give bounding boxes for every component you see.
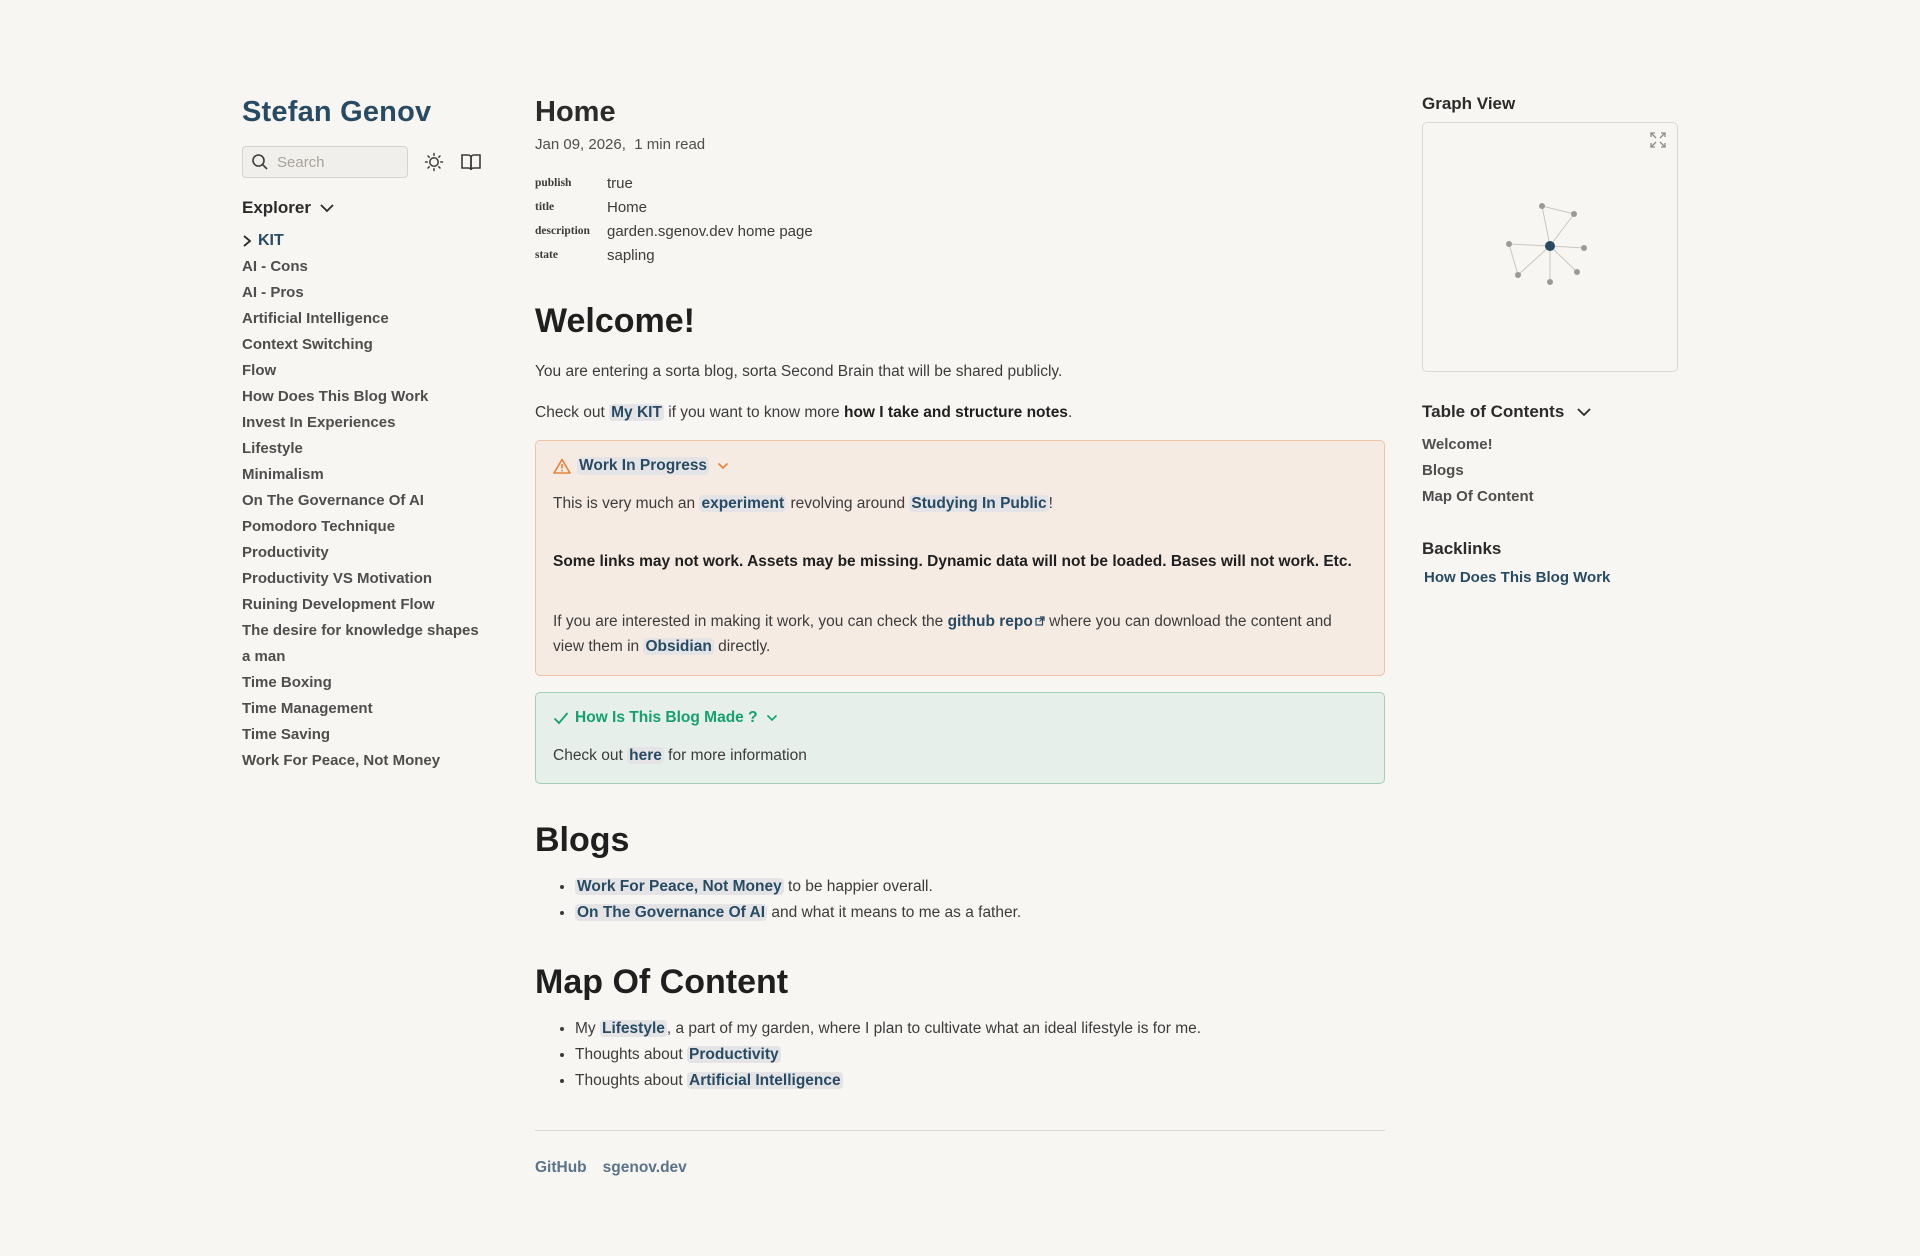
toc-toggle[interactable] bbox=[1422, 402, 1678, 422]
explorer-item[interactable]: Context Switching bbox=[242, 336, 373, 353]
explorer-item[interactable]: Invest In Experiences bbox=[242, 414, 396, 431]
explorer-item[interactable]: Time Management bbox=[242, 700, 373, 717]
explorer-item[interactable]: Lifestyle bbox=[242, 440, 303, 457]
text: If you are interested in making it work, you can check the bbox=[553, 613, 944, 630]
search-input[interactable] bbox=[242, 146, 408, 178]
property-value: true bbox=[607, 174, 633, 192]
reader-mode-book-icon[interactable] bbox=[460, 151, 482, 173]
properties-table bbox=[535, 171, 1385, 267]
graph-network bbox=[1423, 123, 1677, 371]
moc-heading: Map Of Content bbox=[535, 963, 789, 1002]
experiment-link[interactable]: experiment bbox=[701, 495, 785, 512]
callout-line bbox=[553, 493, 1367, 515]
explorer-heading: Explorer bbox=[242, 198, 311, 217]
artificial-intelligence-link[interactable]: Artificial Intelligence bbox=[689, 1072, 841, 1090]
graph-view[interactable] bbox=[1422, 122, 1678, 372]
theme-toggle-sun-icon[interactable] bbox=[424, 151, 444, 173]
moc-list bbox=[575, 1016, 1385, 1094]
blog-link[interactable]: Work For Peace, Not Money bbox=[577, 878, 782, 896]
explorer-item[interactable]: Productivity VS Motivation bbox=[242, 570, 433, 587]
explorer-item[interactable]: Minimalism bbox=[242, 466, 324, 483]
here-link[interactable]: here bbox=[629, 747, 662, 765]
text: . bbox=[1067, 404, 1073, 421]
explorer-folder-label: KIT bbox=[258, 232, 284, 249]
text: where you can download the content and view them in bbox=[553, 613, 1332, 656]
explorer-item[interactable]: AI - Pros bbox=[242, 284, 304, 301]
text: and what it means to me as a father. bbox=[771, 904, 1022, 922]
text: This is very much an bbox=[553, 495, 696, 512]
explorer-item[interactable]: Flow bbox=[242, 362, 277, 379]
list-item bbox=[575, 900, 1385, 926]
explorer-toggle[interactable] bbox=[242, 198, 482, 218]
page-title: Home bbox=[535, 96, 616, 128]
text: if you want to know more bbox=[668, 404, 840, 421]
footer bbox=[535, 1159, 1385, 1177]
footer-link-github[interactable]: GitHub bbox=[535, 1159, 587, 1177]
explorer-item[interactable]: Pomodoro Technique bbox=[242, 518, 396, 535]
list-item bbox=[575, 1042, 1385, 1068]
explorer-item[interactable]: AI - Cons bbox=[242, 258, 308, 275]
property-key: title bbox=[535, 201, 555, 213]
page-date: Jan 09, 2026, bbox=[535, 136, 626, 153]
right-sidebar bbox=[1422, 94, 1678, 587]
callout-title: How Is This Blog Made ? bbox=[575, 709, 758, 727]
blogs-heading: Blogs bbox=[535, 821, 630, 860]
chevron-down-icon bbox=[311, 203, 335, 213]
site-title[interactable]: Stefan Genov bbox=[242, 96, 432, 128]
studying-in-public-link[interactable]: Studying In Public bbox=[911, 495, 1047, 512]
left-sidebar bbox=[242, 92, 482, 776]
property-row bbox=[535, 171, 1385, 195]
callout-title: Work In Progress bbox=[579, 457, 708, 474]
warning-icon bbox=[553, 458, 571, 474]
backlink-item[interactable]: How Does This Blog Work bbox=[1424, 569, 1611, 586]
text: ! bbox=[1048, 495, 1053, 512]
footer-link-sgenov[interactable]: sgenov.dev bbox=[602, 1159, 687, 1177]
property-row bbox=[535, 195, 1385, 219]
check-icon bbox=[553, 711, 569, 725]
search-placeholder: Search bbox=[277, 153, 325, 171]
explorer-item[interactable]: Ruining Development Flow bbox=[242, 596, 435, 613]
blog-link[interactable]: On The Governance Of AI bbox=[577, 904, 766, 922]
explorer-item[interactable]: Productivity bbox=[242, 544, 329, 561]
read-time: 1 min read bbox=[634, 136, 706, 153]
property-row bbox=[535, 243, 1385, 267]
property-key: publish bbox=[535, 177, 572, 189]
footer-divider bbox=[535, 1130, 1385, 1131]
list-item bbox=[575, 1016, 1385, 1042]
property-value: Home bbox=[607, 198, 648, 216]
callout-bold-line: Some links may not work. Assets may be missing. Dynamic data will not be loaded. Bases will not work. Etc. bbox=[553, 553, 1352, 570]
explorer-item[interactable]: On The Governance Of AI bbox=[242, 492, 424, 509]
text: directly. bbox=[718, 638, 771, 656]
lifestyle-link[interactable]: Lifestyle bbox=[601, 1020, 665, 1038]
explorer-item[interactable]: Time Boxing bbox=[242, 674, 332, 691]
explorer-item[interactable]: The desire for knowledge shapes bbox=[242, 622, 479, 639]
property-key: description bbox=[535, 225, 590, 237]
explorer-item[interactable]: a man bbox=[242, 648, 286, 665]
callout-line bbox=[553, 745, 1367, 767]
property-value: garden.sgenov.dev home page bbox=[607, 222, 813, 240]
page-meta bbox=[535, 136, 1385, 153]
callout-toggle[interactable] bbox=[553, 457, 1367, 475]
welcome-checkout bbox=[535, 402, 1385, 424]
callout-toggle[interactable] bbox=[553, 709, 1367, 727]
graph-heading: Graph View bbox=[1422, 94, 1516, 113]
property-value: sapling bbox=[607, 246, 655, 264]
chevron-down-icon bbox=[717, 462, 729, 470]
link-text: github repo bbox=[947, 613, 1033, 630]
bold-text: how I take and structure notes bbox=[844, 404, 1068, 421]
text: Check out bbox=[535, 404, 605, 421]
external-link-icon bbox=[1035, 609, 1045, 634]
explorer-item[interactable]: Artificial Intelligence bbox=[242, 310, 389, 327]
chevron-right-icon bbox=[242, 234, 258, 248]
toc-heading: Table of Contents bbox=[1422, 402, 1565, 421]
property-key: state bbox=[535, 249, 558, 261]
callout-line bbox=[553, 609, 1367, 659]
welcome-intro: You are entering a sorta blog, sorta Second Brain that will be shared publicly. bbox=[535, 363, 1063, 380]
toc-item[interactable]: Welcome! bbox=[1422, 436, 1493, 453]
explorer-folder-kit[interactable] bbox=[242, 230, 482, 251]
explorer-item[interactable]: Time Saving bbox=[242, 726, 331, 743]
github-repo-link[interactable] bbox=[948, 613, 1045, 630]
callout-work-in-progress bbox=[535, 440, 1385, 676]
main-content bbox=[535, 92, 1385, 1177]
text: Thoughts about bbox=[575, 1072, 683, 1090]
list-item bbox=[575, 1068, 1385, 1094]
text: for more information bbox=[668, 747, 807, 765]
property-row bbox=[535, 219, 1385, 243]
text: Check out bbox=[553, 747, 623, 765]
toolbar bbox=[242, 146, 482, 178]
chevron-down-icon bbox=[766, 714, 778, 722]
chevron-down-icon bbox=[1564, 407, 1592, 417]
text: My bbox=[575, 1020, 596, 1038]
callout-how-made bbox=[535, 692, 1385, 784]
blogs-list bbox=[575, 874, 1385, 926]
toc-item[interactable]: Blogs bbox=[1422, 462, 1464, 479]
explorer-item[interactable]: How Does This Blog Work bbox=[242, 388, 429, 405]
text: revolving around bbox=[790, 495, 906, 512]
toc-item[interactable]: Map Of Content bbox=[1422, 488, 1534, 505]
toc-list bbox=[1422, 434, 1678, 507]
obsidian-link[interactable]: Obsidian bbox=[645, 638, 712, 656]
text: , a part of my garden, where I plan to cultivate what an ideal lifestyle is for me. bbox=[666, 1020, 1202, 1038]
search-icon bbox=[251, 153, 277, 171]
explorer-item[interactable]: Work For Peace, Not Money bbox=[242, 752, 441, 769]
text: to be happier overall. bbox=[788, 878, 933, 896]
explorer-tree bbox=[242, 230, 482, 771]
text: Thoughts about bbox=[575, 1046, 683, 1064]
my-kit-link[interactable]: My KIT bbox=[611, 404, 662, 421]
productivity-link[interactable]: Productivity bbox=[689, 1046, 779, 1064]
backlinks-heading: Backlinks bbox=[1422, 539, 1502, 558]
list-item bbox=[575, 874, 1385, 900]
welcome-heading: Welcome! bbox=[535, 302, 695, 340]
